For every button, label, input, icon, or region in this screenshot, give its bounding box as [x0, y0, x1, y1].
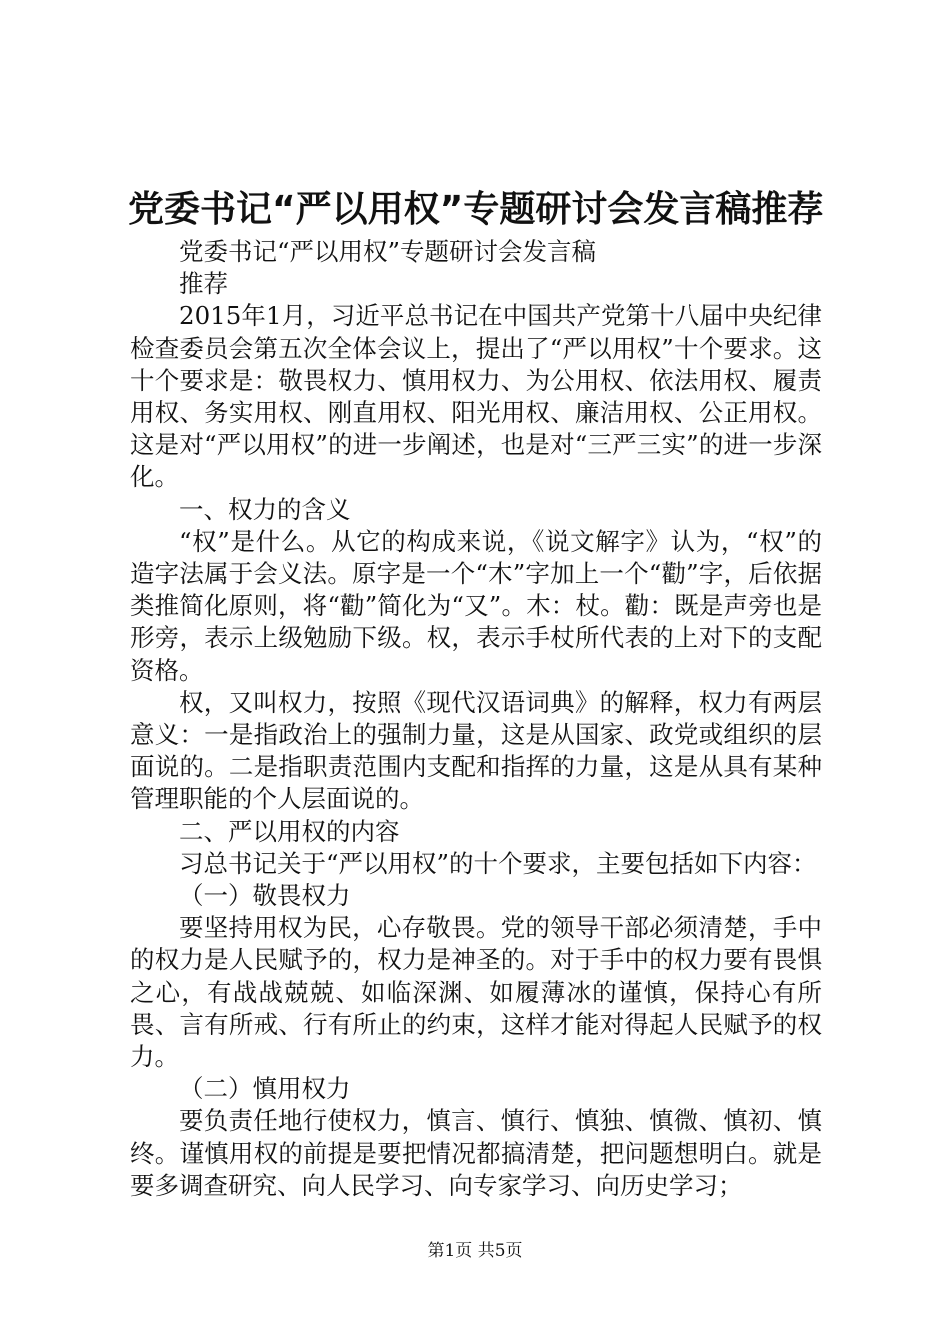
document-title: 党委书记“严以用权”专题研讨会发言稿推荐	[128, 189, 824, 230]
subtitle-line-1: 党委书记“严以用权”专题研讨会发言稿	[179, 237, 597, 266]
section-heading-2: 二、严以用权的内容	[179, 816, 400, 846]
paragraph-quan-meaning: “权”是什么。从它的构成来说，《说文解字》认为，“权”的造字法属于会义法。原字是一个“木”字加上一个“勸”字，后依据类推简化原则，将“勸”简化为“又”。木：杖。勸：既是声旁也是形旁，表示上级勉励下级。权，表示手杖所代表的上对下的支配资格。	[130, 526, 822, 685]
paragraph-prudent-power: 要负责任地行使权力，慎言、慎行、慎独、慎微、慎初、慎终。谨慎用权的前提是要把情况都搞清楚，把问题想明白。就是要多调查研究、向人民学习、向专家学习、向历史学习；	[130, 1106, 822, 1200]
paragraph-intro: 2015年1月，习近平总书记在中国共产党第十八届中央纪律检查委员会第五次全体会议上，提出了“严以用权”十个要求。这十个要求是：敬畏权力、慎用权力、为公用权、依法用权、履责用权、务实用权、刚直用权、阳光用权、廉洁用权、公正用权。这是对“严以用权”的进一步阐述，也是对“三严三实”的进一步深化。	[130, 301, 822, 492]
paragraph-revere-power: 要坚持用权为民，心存敬畏。党的领导干部必须清楚，手中的权力是人民赋予的，权力是神圣的。对于手中的权力要有畏惧之心，有战战兢兢、如临深渊、如履薄冰的谨慎，保持心有所畏、言有所戒、行有所止的约束，这样才能对得起人民赋予的权力。	[130, 913, 822, 1072]
paragraph-power-definition: 权，又叫权力，按照《现代汉语词典》的解释，权力有两层意义：一是指政治上的强制力量，这是从国家、政党或组织的层面说的。二是指职责范围内支配和指挥的力量，这是从具有某种管理职能的个人层面说的。	[130, 687, 822, 814]
document-body	[130, 236, 822, 1202]
section-heading-1: 一、权力的含义	[179, 494, 351, 524]
paragraph-ten-requirements: 习总书记关于“严以用权”的十个要求，主要包括如下内容：	[179, 848, 817, 878]
subsection-heading-1: （一）敬畏权力	[179, 881, 351, 911]
page-footer: 第1页 共5页	[427, 1241, 523, 1261]
subtitle-line-2: 推荐	[179, 269, 228, 299]
subsection-heading-2: （二）慎用权力	[179, 1074, 351, 1104]
